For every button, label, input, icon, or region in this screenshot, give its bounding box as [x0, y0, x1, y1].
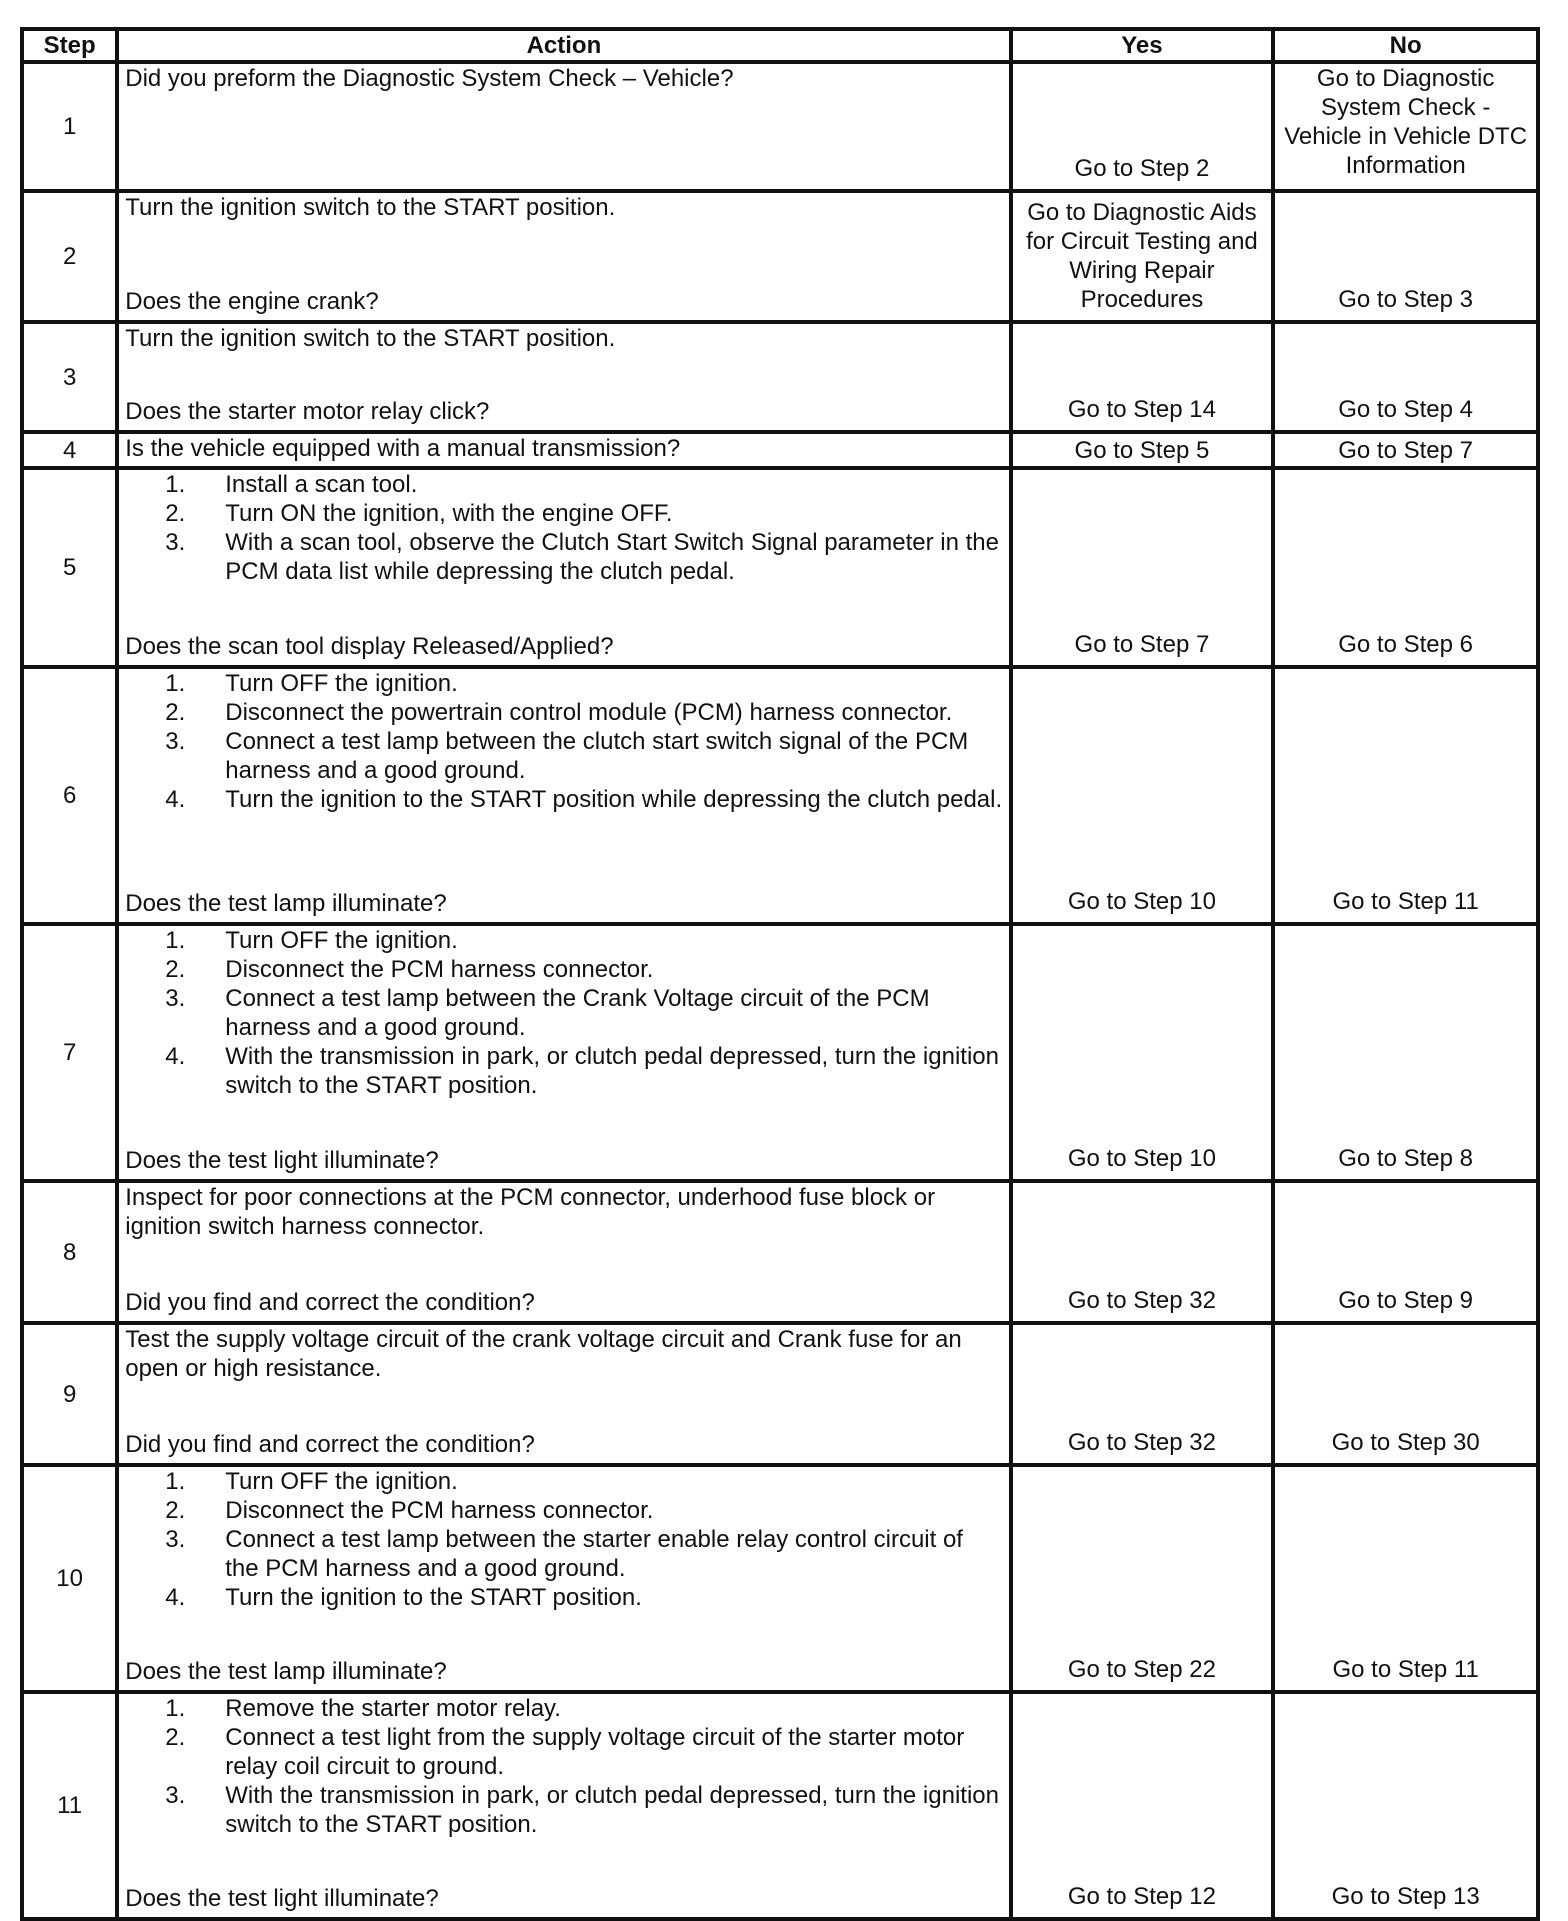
step-number: 5: [22, 468, 117, 667]
no-result: Go to Step 30: [1273, 1323, 1538, 1465]
table-body: [22, 62, 1538, 1919]
no-result: Go to Step 6: [1273, 468, 1538, 667]
procedure-item: 1. Turn OFF the ignition.: [225, 926, 1002, 955]
action-cell: [117, 1692, 1010, 1919]
step-number: 10: [22, 1465, 117, 1692]
procedure-item: 3. Connect a test lamp between the starter enable relay control circuit of the PCM harness and a good ground.: [225, 1525, 1002, 1583]
procedure-item: 3. With a scan tool, observe the Clutch Start Switch Signal parameter in the PCM data list while depressing the clutch pedal.: [225, 528, 1002, 586]
action-cell: [117, 468, 1010, 667]
action-question: Did you find and correct the condition?: [125, 1431, 535, 1458]
action-instruction: Test the supply voltage circuit of the crank voltage circuit and Crank fuse for an open or high resistance.: [125, 1326, 962, 1382]
header-no: No: [1273, 29, 1538, 62]
action-question: Does the test lamp illuminate?: [125, 1658, 447, 1685]
action-cell: [117, 924, 1010, 1181]
no-result: Go to Step 4: [1273, 322, 1538, 432]
procedure-item: 3. With the transmission in park, or clutch pedal depressed, turn the ignition switch to the START position.: [225, 1781, 1002, 1839]
action-cell: [117, 667, 1010, 924]
procedure-item: 1. Turn OFF the ignition.: [225, 669, 1002, 698]
action-instruction: Turn the ignition switch to the START position.: [125, 325, 616, 352]
procedure-item: 4. With the transmission in park, or clutch pedal depressed, turn the ignition switch to the START position.: [225, 1042, 1002, 1100]
action-question: Does the scan tool display Released/Applied?: [125, 633, 614, 660]
no-result: Go to Step 3: [1273, 191, 1538, 322]
table-row: [22, 191, 1538, 322]
table-row: [22, 468, 1538, 667]
header-action: Action: [117, 29, 1010, 62]
procedure-item: 1. Turn OFF the ignition.: [225, 1467, 1002, 1496]
procedure-item: 3. Connect a test lamp between the clutch start switch signal of the PCM harness and a good ground.: [225, 727, 1002, 785]
header-step: Step: [22, 29, 117, 62]
action-question: Does the test light illuminate?: [125, 1885, 439, 1912]
action-question: Did you find and correct the condition?: [125, 1289, 535, 1316]
action-question: Does the test light illuminate?: [125, 1147, 439, 1174]
action-cell: [117, 191, 1010, 322]
procedure-item: 1. Remove the starter motor relay.: [225, 1694, 1002, 1723]
table-row: [22, 1323, 1538, 1465]
step-number: 2: [22, 191, 117, 322]
step-number: 11: [22, 1692, 117, 1919]
yes-result: Go to Step 10: [1011, 667, 1274, 924]
table-row: [22, 1692, 1538, 1919]
yes-result: Go to Step 10: [1011, 924, 1274, 1181]
yes-result: Go to Step 32: [1011, 1323, 1274, 1465]
table-row: [22, 1465, 1538, 1692]
diagnostic-table: [20, 27, 1540, 1921]
yes-result: Go to Step 7: [1011, 468, 1274, 667]
header-row: [22, 29, 1538, 62]
procedure-list: [125, 1694, 1002, 1839]
step-number: 7: [22, 924, 117, 1181]
step-number: 6: [22, 667, 117, 924]
yes-result: Go to Step 32: [1011, 1181, 1274, 1323]
action-cell: [117, 1465, 1010, 1692]
step-number: 4: [22, 432, 117, 468]
action-question: Does the test lamp illuminate?: [125, 890, 447, 917]
yes-result: Go to Diagnostic Aids for Circuit Testing and Wiring Repair Procedures: [1011, 191, 1274, 322]
procedure-item: 2. Disconnect the powertrain control module (PCM) harness connector.: [225, 698, 1002, 727]
no-result: Go to Step 11: [1273, 667, 1538, 924]
step-number: 3: [22, 322, 117, 432]
header-yes: Yes: [1011, 29, 1274, 62]
action-cell: [117, 322, 1010, 432]
procedure-item: 2. Disconnect the PCM harness connector.: [225, 955, 1002, 984]
action-cell: [117, 432, 1010, 468]
action-instruction: Is the vehicle equipped with a manual transmission?: [125, 435, 681, 462]
step-number: 9: [22, 1323, 117, 1465]
yes-result: Go to Step 22: [1011, 1465, 1274, 1692]
step-number: 8: [22, 1181, 117, 1323]
no-result: Go to Diagnostic System Check - Vehicle in Vehicle DTC Information: [1273, 62, 1538, 191]
table-row: [22, 1181, 1538, 1323]
table-row: [22, 62, 1538, 191]
procedure-list: [125, 1467, 1002, 1612]
table-row: [22, 924, 1538, 1181]
procedure-item: 2. Connect a test light from the supply voltage circuit of the starter motor relay coil circuit to ground.: [225, 1723, 1002, 1781]
procedure-list: [125, 926, 1002, 1100]
action-question: Does the engine crank?: [125, 288, 379, 315]
action-question: Does the starter motor relay click?: [125, 398, 490, 425]
no-result: Go to Step 9: [1273, 1181, 1538, 1323]
procedure-item: 2. Disconnect the PCM harness connector.: [225, 1496, 1002, 1525]
action-instruction: Inspect for poor connections at the PCM connector, underhood fuse block or ignition switch harness connector.: [125, 1184, 936, 1240]
yes-result: Go to Step 2: [1011, 62, 1274, 191]
action-cell: [117, 1181, 1010, 1323]
no-result: Go to Step 7: [1273, 432, 1538, 468]
procedure-item: 3. Connect a test lamp between the Crank Voltage circuit of the PCM harness and a good ground.: [225, 984, 1002, 1042]
procedure-item: 2. Turn ON the ignition, with the engine OFF.: [225, 499, 1002, 528]
yes-result: Go to Step 14: [1011, 322, 1274, 432]
step-number: 1: [22, 62, 117, 191]
no-result: Go to Step 8: [1273, 924, 1538, 1181]
procedure-item: 4. Turn the ignition to the START position while depressing the clutch pedal.: [225, 785, 1002, 814]
action-instruction: Did you preform the Diagnostic System Check – Vehicle?: [125, 65, 734, 92]
procedure-list: [125, 669, 1002, 814]
action-cell: [117, 1323, 1010, 1465]
table-row: [22, 432, 1538, 468]
table-row: [22, 322, 1538, 432]
yes-result: Go to Step 5: [1011, 432, 1274, 468]
action-instruction: Turn the ignition switch to the START position.: [125, 194, 616, 221]
procedure-item: 1. Install a scan tool.: [225, 470, 1002, 499]
yes-result: Go to Step 12: [1011, 1692, 1274, 1919]
procedure-list: [125, 470, 1002, 586]
procedure-item: 4. Turn the ignition to the START position.: [225, 1583, 1002, 1612]
table-row: [22, 667, 1538, 924]
no-result: Go to Step 11: [1273, 1465, 1538, 1692]
action-cell: [117, 62, 1010, 191]
no-result: Go to Step 13: [1273, 1692, 1538, 1919]
